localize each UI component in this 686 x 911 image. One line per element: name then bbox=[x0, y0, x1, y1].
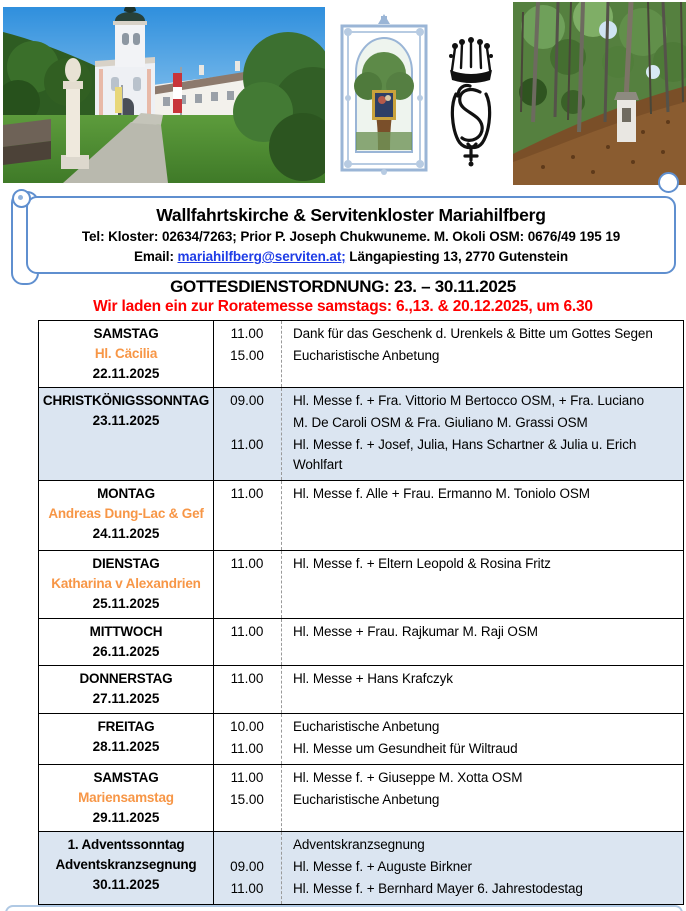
date-label: 27.11.2025 bbox=[92, 691, 160, 706]
column-divider-dashed bbox=[281, 714, 282, 764]
column-divider-solid bbox=[213, 765, 214, 831]
church-courtyard-photo bbox=[3, 7, 325, 183]
day-cell bbox=[39, 765, 213, 831]
servite-monogram-icon bbox=[442, 36, 500, 168]
feast-name: Hl. Cäcilia bbox=[94, 346, 158, 361]
column-divider-dashed bbox=[281, 481, 282, 550]
column-divider-dashed bbox=[281, 619, 282, 665]
service-text: Eucharistische Anbetung bbox=[293, 348, 440, 363]
entries-cell bbox=[213, 321, 683, 387]
service-text: Hl. Messe f. Alle + Frau. Ermanno M. Toniolo OSM bbox=[293, 486, 590, 501]
rorate-announcement: Wir laden ein zur Roratemesse samstags: 6.,13. & 20.12.2025, um 6.30 bbox=[93, 298, 593, 315]
table-row bbox=[39, 321, 683, 388]
service-text: Hl. Messe + Hans Krafczyk bbox=[293, 671, 453, 686]
phone-line: Tel: Kloster: 02634/7263; Prior P. Joseph Chukwuneme. M. Okoli OSM: 0676/49 195 19 bbox=[81, 229, 621, 244]
column-divider-dashed bbox=[281, 666, 282, 713]
entries-cell bbox=[213, 714, 683, 764]
service-text: Hl. Messe um Gesundheit für Wiltraud bbox=[293, 741, 518, 756]
schedule-entry bbox=[213, 857, 683, 877]
column-divider-solid bbox=[213, 714, 214, 764]
table-row bbox=[39, 666, 683, 714]
date-label: 25.11.2025 bbox=[92, 596, 160, 611]
column-divider-solid bbox=[213, 666, 214, 713]
service-text: Hl. Messe f. + Bernhard Mayer 6. Jahrestodestag bbox=[293, 881, 583, 896]
entries-cell bbox=[213, 832, 683, 904]
feast-name: Katharina v Alexandrien bbox=[51, 576, 201, 591]
column-divider-dashed bbox=[281, 551, 282, 618]
time-label: 15.00 bbox=[230, 348, 264, 363]
schedule-heading bbox=[0, 277, 686, 297]
entries-cell bbox=[213, 481, 683, 550]
day-name: 1. Adventssonntag bbox=[67, 837, 185, 852]
day-name: DIENSTAG bbox=[92, 556, 160, 571]
day-name-line2: Adventskranzsegnung bbox=[55, 857, 197, 872]
schedule-entry bbox=[213, 717, 683, 737]
schedule-table bbox=[38, 320, 684, 905]
time-label: 11.00 bbox=[230, 326, 264, 341]
date-label: 28.11.2025 bbox=[92, 739, 160, 754]
column-divider-solid bbox=[213, 321, 214, 387]
time-label: 11.00 bbox=[230, 770, 264, 785]
time-label: 09.00 bbox=[230, 393, 264, 408]
column-divider-solid bbox=[213, 832, 214, 904]
time-label: 09.00 bbox=[230, 859, 264, 874]
date-label: 23.11.2025 bbox=[92, 413, 160, 428]
date-label: 30.11.2025 bbox=[92, 877, 160, 892]
entries-cell bbox=[213, 666, 683, 713]
column-divider-solid bbox=[213, 388, 214, 480]
time-label: 11.00 bbox=[230, 486, 264, 501]
schedule-entry bbox=[213, 324, 683, 344]
time-label: 11.00 bbox=[230, 624, 264, 639]
day-cell bbox=[39, 619, 213, 665]
schedule-entry bbox=[213, 739, 683, 759]
address-text: Längapiesting 13, 2770 Gutenstein bbox=[345, 249, 569, 264]
madonna-frame-image bbox=[336, 12, 432, 180]
service-text: Hl. Messe f. + Fra. Vittorio M Bertocco OSM, + Fra. Luciano bbox=[293, 393, 644, 408]
day-cell bbox=[39, 551, 213, 618]
time-label bbox=[213, 835, 281, 855]
bottom-scroll-edge bbox=[5, 905, 683, 911]
column-divider-dashed bbox=[281, 832, 282, 904]
scroll-right-curl bbox=[658, 172, 679, 193]
time-label: 11.00 bbox=[230, 556, 264, 571]
schedule-entry bbox=[213, 835, 683, 855]
time-label: 15.00 bbox=[230, 792, 264, 807]
service-text: Hl. Messe f. + Giuseppe M. Xotta OSM bbox=[293, 770, 523, 785]
table-row bbox=[39, 619, 683, 666]
schedule-entry bbox=[213, 622, 683, 642]
feast-name: Mariensamstag bbox=[78, 790, 174, 805]
service-text: M. De Caroli OSM & Fra. Giuliano M. Grassi OSM bbox=[293, 415, 588, 430]
column-divider-dashed bbox=[281, 388, 282, 480]
date-label: 29.11.2025 bbox=[92, 810, 160, 825]
day-cell bbox=[39, 321, 213, 387]
column-divider-dashed bbox=[281, 321, 282, 387]
day-name: MONTAG bbox=[97, 486, 155, 501]
service-text: Adventskranzsegnung bbox=[293, 837, 425, 852]
scroll-curl-top-icon bbox=[12, 189, 31, 208]
schedule-heading-label: GOTTESDIENSTORDNUNG: bbox=[170, 277, 390, 296]
column-divider-solid bbox=[213, 551, 214, 618]
service-text: Hl. Messe f. + Auguste Birkner bbox=[293, 859, 472, 874]
column-divider-solid bbox=[213, 619, 214, 665]
day-name: SAMSTAG bbox=[93, 770, 159, 785]
service-text: Hl. Messe f. + Eltern Leopold & Rosina Fritz bbox=[293, 556, 551, 571]
table-row bbox=[39, 551, 683, 619]
day-cell bbox=[39, 388, 213, 480]
entries-cell bbox=[213, 619, 683, 665]
table-row bbox=[39, 765, 683, 832]
schedule-entry bbox=[213, 413, 683, 433]
day-name: CHRISTKÖNIGSSONNTAG bbox=[42, 393, 210, 408]
schedule-entry bbox=[213, 391, 683, 411]
entries-cell bbox=[213, 551, 683, 618]
contact-banner bbox=[26, 196, 676, 274]
schedule-entry bbox=[213, 768, 683, 788]
forest-path-photo bbox=[513, 2, 686, 185]
column-divider-dashed bbox=[281, 765, 282, 831]
day-cell bbox=[39, 832, 213, 904]
date-label: 24.11.2025 bbox=[92, 526, 160, 541]
service-text: Eucharistische Anbetung bbox=[293, 719, 440, 734]
email-link[interactable]: mariahilfberg@serviten.at; bbox=[177, 249, 346, 264]
schedule-entry bbox=[213, 346, 683, 366]
table-row bbox=[39, 481, 683, 551]
time-label: 11.00 bbox=[230, 881, 264, 896]
day-name: SAMSTAG bbox=[93, 326, 159, 341]
day-cell bbox=[39, 666, 213, 713]
service-text: Dank für das Geschenk d. Urenkels & Bitte um Gottes Segen bbox=[293, 326, 653, 341]
day-cell bbox=[39, 714, 213, 764]
date-label: 22.11.2025 bbox=[92, 366, 160, 381]
table-row bbox=[39, 714, 683, 765]
page-title: Wallfahrtskirche & Servitenkloster Mariahilfberg bbox=[156, 205, 546, 225]
table-row bbox=[39, 388, 683, 481]
time-label: 11.00 bbox=[230, 741, 264, 756]
email-label: Email: bbox=[133, 249, 178, 264]
day-cell bbox=[39, 481, 213, 550]
time-label bbox=[213, 413, 281, 433]
schedule-entry bbox=[213, 554, 683, 574]
service-text: Hl. Messe f. + Josef, Julia, Hans Schartner & Julia u. Erich Wohlfart bbox=[293, 437, 637, 472]
column-divider-solid bbox=[213, 481, 214, 550]
entries-cell bbox=[213, 765, 683, 831]
time-label: 11.00 bbox=[230, 437, 264, 452]
time-label: 11.00 bbox=[230, 671, 264, 686]
schedule-entry bbox=[213, 669, 683, 689]
day-name: DONNERSTAG bbox=[79, 671, 173, 686]
schedule-entry bbox=[213, 484, 683, 504]
time-label: 10.00 bbox=[230, 719, 264, 734]
day-name: FREITAG bbox=[97, 719, 155, 734]
entries-cell bbox=[213, 388, 683, 480]
schedule-entry bbox=[213, 790, 683, 810]
feast-name: Andreas Dung-Lac & Gef bbox=[48, 506, 204, 521]
date-label: 26.11.2025 bbox=[92, 644, 160, 659]
schedule-entry bbox=[213, 879, 683, 899]
service-text: Hl. Messe + Frau. Rajkumar M. Raji OSM bbox=[293, 624, 538, 639]
service-text: Eucharistische Anbetung bbox=[293, 792, 440, 807]
day-name: MITTWOCH bbox=[89, 624, 163, 639]
schedule-entry bbox=[213, 435, 683, 475]
schedule-heading-dates: 23. – 30.11.2025 bbox=[389, 277, 516, 296]
email-line bbox=[134, 247, 568, 267]
table-row bbox=[39, 832, 683, 904]
